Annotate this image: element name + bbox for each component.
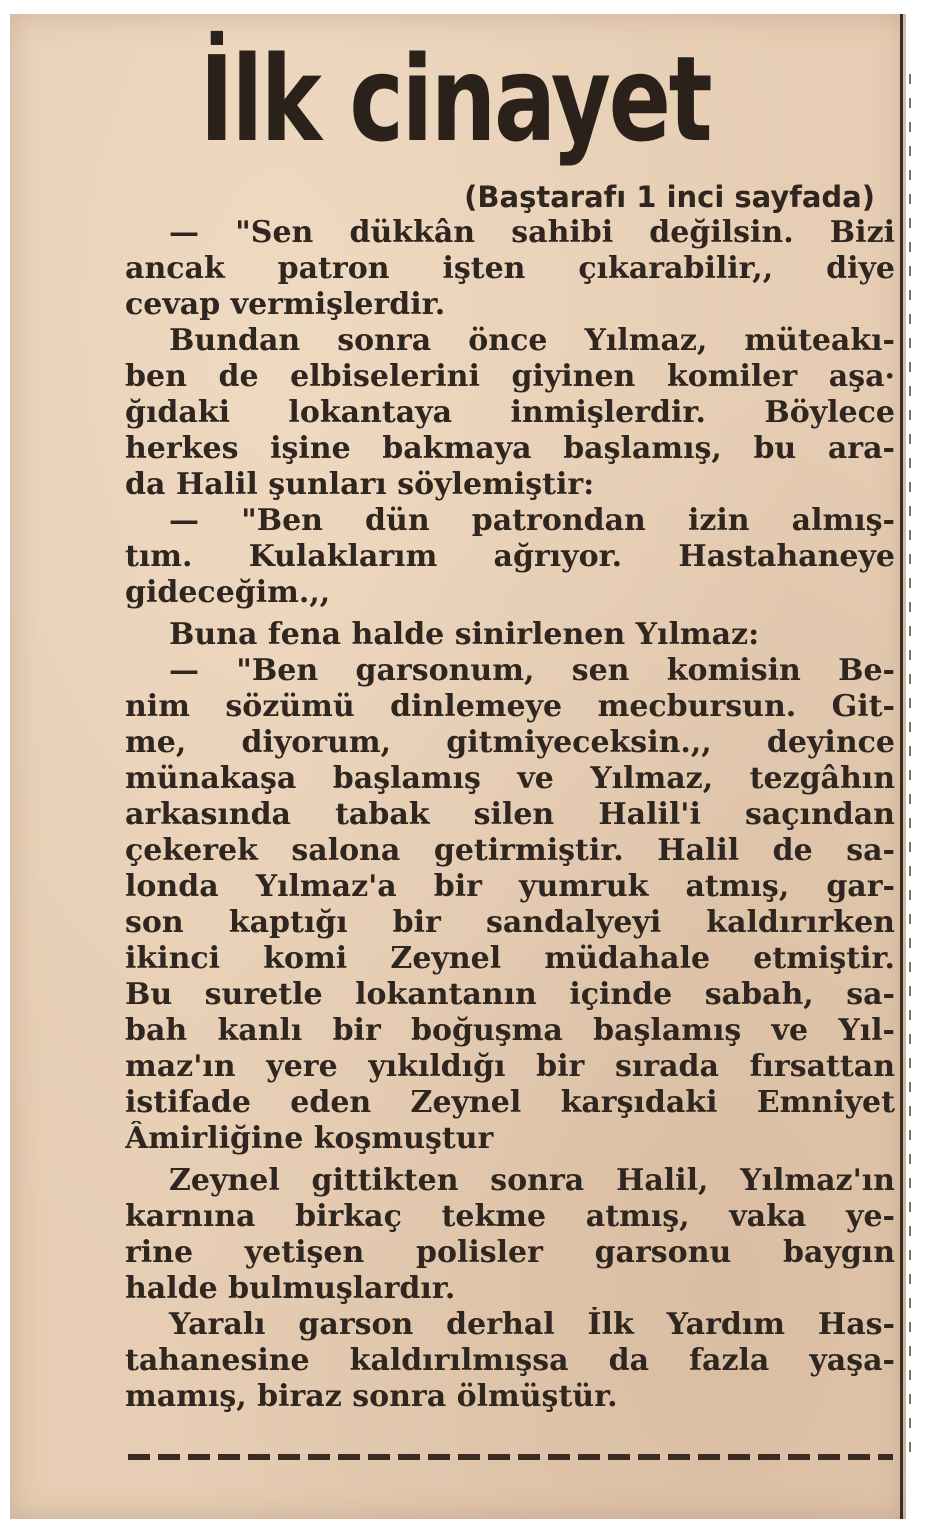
- article-line: gideceğim.,,: [125, 575, 331, 610]
- article-line: karnına birkaç tekme atmış, vaka ye-: [125, 1199, 895, 1234]
- article-line: — "Ben dün patrondan izin almış-: [169, 503, 895, 538]
- article-line: çekerek salona getirmiştir. Halil de sa-: [125, 833, 895, 868]
- article-line: Buna fena halde sinirlenen Yılmaz:: [169, 617, 760, 652]
- article-line: Yaralı garson derhal İlk Yardım Has-: [169, 1307, 895, 1342]
- article-line: ancak patron işten çıkarabilir,, diye: [125, 251, 895, 286]
- article-line: rine yetişen polisler garsonu baygın: [125, 1235, 895, 1270]
- article-line: herkes işine bakmaya başlamış, bu ara-: [125, 431, 895, 466]
- newspaper-clipping: [10, 14, 906, 1519]
- article-line: ikinci komi Zeynel müdahale etmiştir.: [125, 941, 895, 976]
- article-line: arkasında tabak silen Halil'i saçından: [125, 797, 895, 832]
- end-rule: [128, 1454, 893, 1460]
- article-line: tahanesine kaldırılmışsa da fazla yaşa-: [125, 1343, 895, 1378]
- article-line: tım. Kulaklarım ağrıyor. Hastahaneye: [125, 539, 895, 574]
- headline: İlk cinayet: [199, 30, 711, 168]
- article-line: bah kanlı bir boğuşma başlamış ve Yıl-: [125, 1013, 895, 1048]
- article-line: Âmirliğine koşmuştur: [125, 1121, 494, 1156]
- article-line: — "Sen dükkân sahibi değilsin. Bizi: [169, 215, 895, 250]
- article-line: me, diyorum, gitmiyeceksin.,, deyince: [125, 725, 895, 760]
- article-line: münakaşa başlamış ve Yılmaz, tezgâhın: [125, 761, 895, 796]
- article-line: Bundan sonra önce Yılmaz, müteakı-: [169, 323, 895, 358]
- article-line: ben de elbiselerini giyinen komiler aşa·: [125, 359, 895, 394]
- article-line: ğıdaki lokantaya inmişlerdir. Böylece: [125, 395, 895, 430]
- article-line: — "Ben garsonum, sen komisin Be-: [169, 653, 895, 688]
- article-line: halde bulmuşlardır.: [125, 1271, 456, 1306]
- article-line: cevap vermişlerdir.: [125, 287, 446, 322]
- article-body: [125, 179, 895, 1415]
- article-line: mamış, biraz sonra ölmüştür.: [125, 1379, 618, 1414]
- column-rule: [900, 14, 903, 1519]
- article-line: da Halil şunları söylemiştir:: [125, 467, 595, 502]
- article-line: Zeynel gittikten sonra Halil, Yılmaz'ın: [169, 1163, 895, 1198]
- article-line: nim sözümü dinlemeye mecbursun. Git-: [125, 689, 895, 724]
- source-note: (Baştarafı 1 inci sayfada): [464, 180, 875, 214]
- article-line: istifade eden Zeynel karşıdaki Emniyet: [125, 1085, 895, 1120]
- article-line: maz'ın yere yıkıldığı bir sırada fırsattan: [125, 1049, 895, 1084]
- article-line: son kaptığı bir sandalyeyi kaldırırken: [125, 905, 895, 940]
- column-rule-dots: [909, 74, 911, 1454]
- article-line: Bu suretle lokantanın içinde sabah, sa-: [125, 977, 895, 1012]
- article-line: londa Yılmaz'a bir yumruk atmış, gar-: [125, 869, 895, 904]
